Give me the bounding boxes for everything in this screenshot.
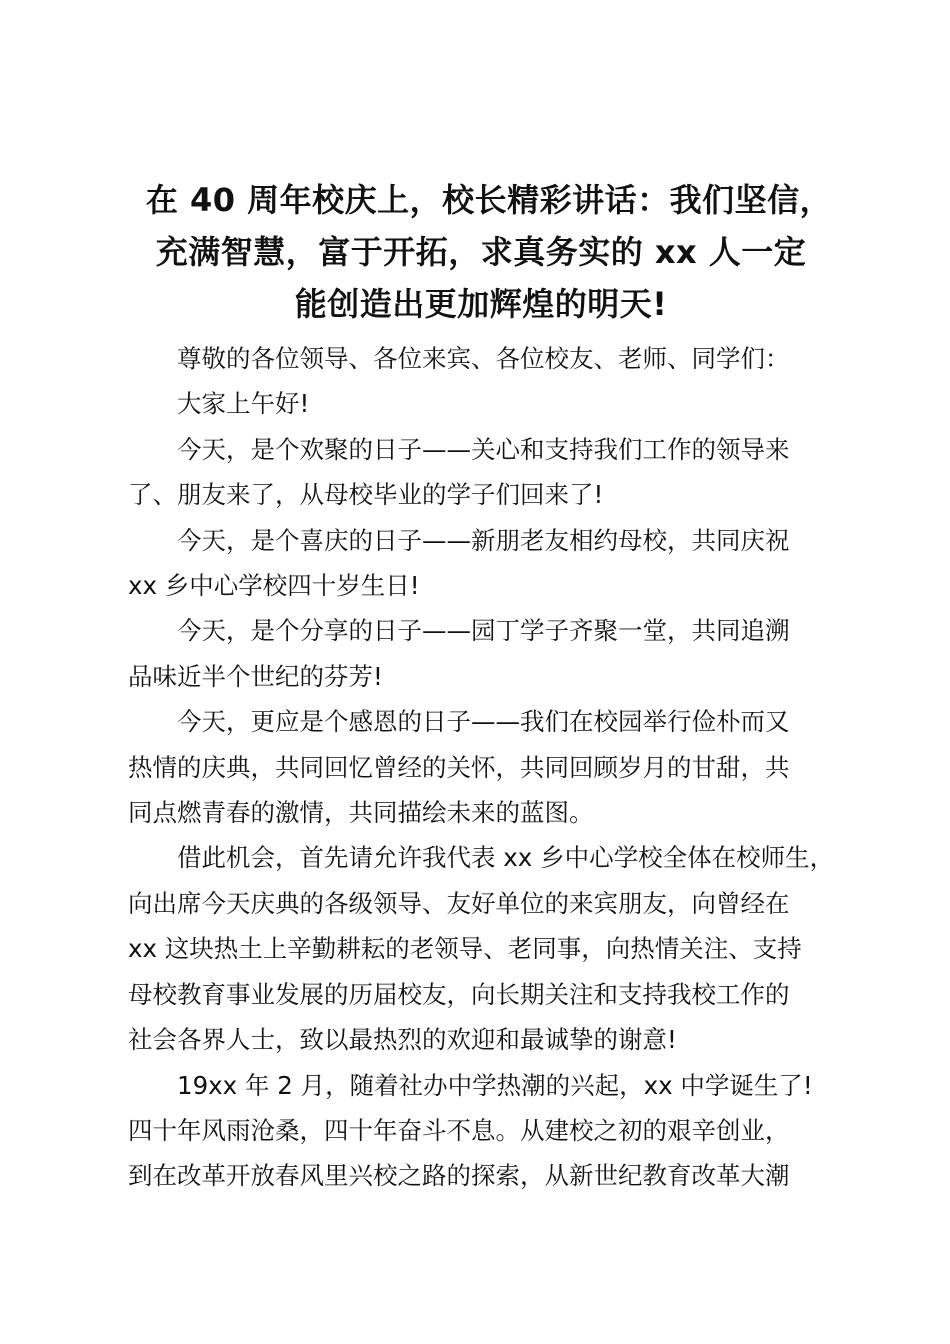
text-line: 向出席今天庆典的各级领导、友好单位的来宾朋友，向曾经在 (128, 888, 790, 918)
text-line: 母校教育事业发展的历届校友，向长期关注和支持我校工作的 (128, 979, 790, 1009)
text-line: 尊敬的各位领导、各位来宾、各位校友、老师、同学们： (177, 344, 790, 373)
text-line: 今天，是个分享的日子——园丁学子齐聚一堂，共同追溯 (177, 616, 790, 646)
body-paragraph (128, 608, 834, 699)
title-line: 能创造出更加辉煌的明天! (294, 285, 668, 323)
text-line: 社会各界人士，致以最热烈的欢迎和最诚挚的谢意! (128, 1025, 677, 1055)
text-line: 同点燃青春的激情，共同描绘未来的蓝图。 (128, 798, 594, 828)
text-line: 19xx 年 2 月，随着社办中学热潮的兴起，xx 中学诞生了! (177, 1070, 813, 1100)
body-paragraph (128, 835, 834, 1062)
text-line: 了、朋友来了，从母校毕业的学子们回来了! (128, 480, 604, 510)
text-line: 热情的庆典，共同回忆曾经的关怀，共同回顾岁月的甘甜，共 (128, 752, 790, 782)
text-line: 借此机会，首先请允许我代表 xx 乡中心学校全体在校师生， (177, 843, 835, 873)
text-line: 品味近半个世纪的芬芳! (128, 661, 383, 691)
document-page (128, 174, 834, 1199)
body-paragraph (128, 518, 834, 609)
title-line: 充满智慧，富于开拓，求真务实的 xx 人一定 (155, 233, 807, 271)
text-line: xx 乡中心学校四十岁生日! (128, 571, 420, 601)
greeting-paragraph (128, 381, 834, 426)
text-line: 今天，是个欢聚的日子——关心和支持我们工作的领导来 (177, 434, 790, 464)
body-paragraph (128, 699, 834, 835)
body-paragraph (128, 427, 834, 518)
document-title (128, 174, 834, 330)
text-line: xx 这块热土上辛勤耕耘的老领导、老同事，向热情关注、支持 (128, 934, 802, 964)
salutation-paragraph (128, 336, 834, 381)
text-line: 今天，是个喜庆的日子——新朋老友相约母校，共同庆祝 (177, 525, 790, 555)
text-line: 大家上午好! (177, 389, 310, 419)
text-line: 到在改革开放春风里兴校之路的探索，从新世纪教育改革大潮 (128, 1161, 790, 1191)
text-line: 今天，更应是个感恩的日子——我们在校园举行俭朴而又 (177, 707, 790, 737)
text-line: 四十年风雨沧桑，四十年奋斗不息。从建校之初的艰辛创业， (128, 1115, 790, 1145)
title-line: 在 40 周年校庆上，校长精彩讲话：我们坚信， (145, 181, 833, 219)
body-paragraph (128, 1063, 834, 1199)
